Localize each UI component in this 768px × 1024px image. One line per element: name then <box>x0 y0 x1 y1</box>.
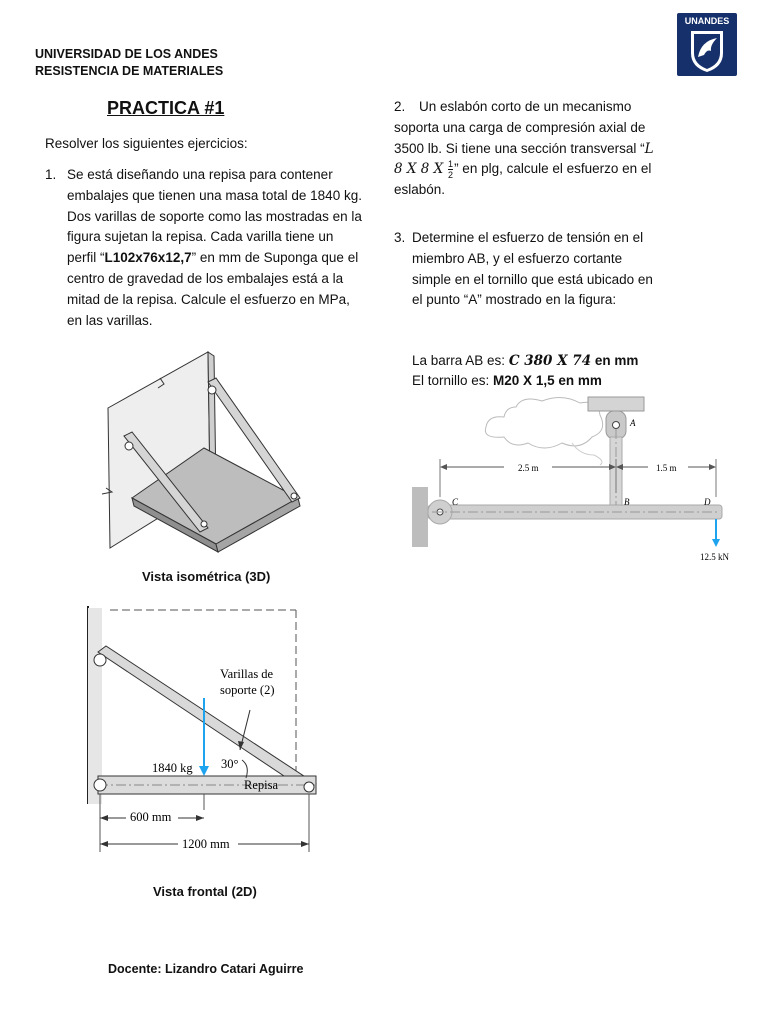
problem-2-text-a: Un eslabón corto de un mecanismo soporta una carga de compresión axial de 3500 lb. Si tiene una sección transversal “ <box>394 99 646 156</box>
load-label: 12.5 kN <box>700 552 729 562</box>
bar-spec <box>412 351 638 371</box>
dim-600-label: 600 mm <box>130 810 172 824</box>
problem-3-number: 3. <box>394 230 406 245</box>
course-name: RESISTENCIA DE MATERIALES <box>35 64 224 78</box>
intro-text: Resolver los siguientes ejercicios: <box>45 136 248 151</box>
angle-label: 30° <box>221 757 239 771</box>
front-caption: Vista frontal (2D) <box>153 884 257 899</box>
rods-label-1: Varillas de <box>220 667 274 681</box>
dim-1200-label: 1200 mm <box>182 837 230 851</box>
problem-3-specs <box>412 351 638 391</box>
front-view-figure <box>80 602 330 862</box>
bar-unit: en mm <box>591 353 639 368</box>
point-a-label: A <box>630 418 636 428</box>
bolt-label: El tornillo es: <box>412 373 494 388</box>
beam-figure <box>412 393 738 571</box>
iso-caption: Vista isométrica (3D) <box>142 569 271 584</box>
problem-1-text-b: ” en mm de Suponga que el centro de gravedad de los embalajes está a la mitad de la repisa. Calcule el esfuerzo en MPa, en las varillas. <box>67 250 359 328</box>
problem-1-text-a: Se está diseñando una repisa para contener embalajes que tienen una masa total de 1840 kg. Dos varillas de soporte como las mostradas en la figura sujetan la repisa. Cada varilla tiene un perfil “ <box>67 167 362 266</box>
problem-3-text: Determine el esfuerzo de tensión en el miembro AB, y el esfuerzo cortante simple en el tornillo que está ubicado en el punto “A” mostrado en la figura: <box>412 230 653 308</box>
dim-25-label: 2.5 m <box>518 463 539 473</box>
point-b-label: B <box>624 497 630 507</box>
fraction-denominator: 2 <box>448 170 454 181</box>
shelf-label: Repisa <box>244 778 279 792</box>
problem-2-section: L 8 X 8 X <box>394 140 654 178</box>
bolt-value: M20 X 1,5 en mm <box>493 373 602 388</box>
institution-name: UNIVERSIDAD DE LOS ANDES <box>35 47 218 61</box>
bar-value: C 380 X 74 <box>508 353 592 369</box>
rods-label-2: soporte (2) <box>220 683 275 697</box>
problem-1-profile: L102x76x12,7 <box>104 250 192 266</box>
problem-1 <box>45 165 365 331</box>
problem-2-text-b: ” en plg, calcule el esfuerzo en el eslabón. <box>394 161 652 198</box>
problem-2-fraction <box>448 159 453 180</box>
dim-15-label: 1.5 m <box>656 463 677 473</box>
teacher-line: Docente: Lizandro Catari Aguirre <box>108 962 304 976</box>
page-title: PRACTICA #1 <box>107 98 225 118</box>
isometric-figure <box>98 348 320 558</box>
problem-2-number: 2. <box>394 99 406 114</box>
problem-1-text <box>67 165 365 331</box>
mass-label: 1840 kg <box>152 761 193 775</box>
bolt-spec <box>412 371 638 391</box>
fraction-numerator: 1 <box>448 159 454 170</box>
logo-text: UNANDES <box>684 16 730 26</box>
header-block <box>35 46 223 80</box>
problem-2 <box>394 97 664 201</box>
bar-label: La barra AB es: <box>412 353 509 368</box>
problem-1-number: 1. <box>45 167 57 182</box>
university-logo <box>677 13 737 76</box>
point-c-label: C <box>452 497 459 507</box>
point-d-label: D <box>704 497 711 507</box>
problem-3 <box>394 228 684 311</box>
